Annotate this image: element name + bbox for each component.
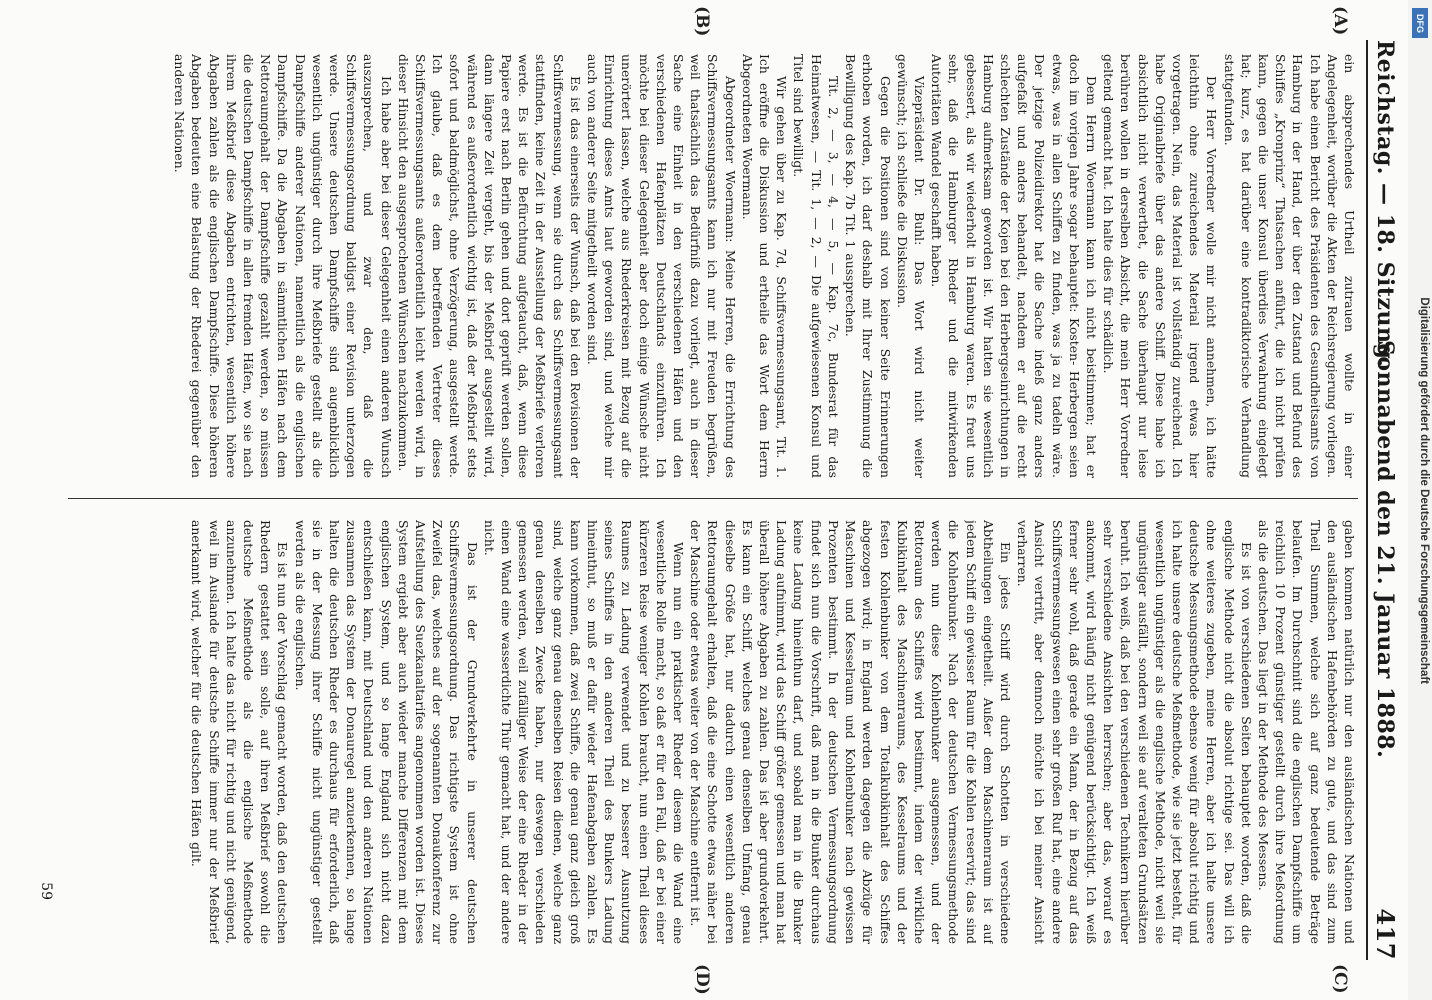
margin-mark-b: (B) — [692, 6, 712, 37]
running-head-title: Reichstag. — 18. Sitzung. — [1372, 40, 1398, 368]
left-paragraph: Es ist das einerseits der Wunsch, daß bei den Revisionen der Schiffsvermessung, wenn sie durch das Schiffsvermessungsamt stattfinden, keine Zeit in der Ausstellung der Meßbriefe verloren werde. Es ist die Befürchtung aufgetaucht, daß, wenn diese Papiere erst nach Berlin gehen und dort geprüft werden sollen, dann längere Zeit vergeht, bis der Meßbrief ausgestellt wird, während es außerordentlich wichtig ist, daß der Meßbrief stets sofort und baldmöglichst, ohne Verzögerung, ausgestellt werde. Ich glaube, daß es dem betreffenden Vertreter dieses Schiffsvermessungsamts außerordentlich leicht werden wird, in dieser Hinsicht den ausgesprochenen Wünschen nachzukommen. — [395, 54, 583, 478]
digitization-credit-strip — [1408, 0, 1432, 1000]
left-paragraph: Der Herr Vorredner wolle mir nicht annehmen, ich hätte leichthin ohne zureichendes Material irgend etwas hier vorgetragen. Nein, das Material ist vollständig zureichend. Ich habe Originalbriefe über das andere Schiff. Diese habe ich absichtlich nicht verwerthet, die Sache überhaupt nur leise berühren wollen in derselben Absicht, die mein Herr Vorredner geltend gemacht hat. Ich halte dies für schädlich. — [1101, 54, 1220, 478]
right-paragraph: Ein jedes Schiff wird durch Schotten in verschiedene Abtheilungen eingetheilt. Außer dem Maschinenraum ist auf jedem Schiff ein gewisser Raum für die Kohlen reservirt; das sind die Kohlenbunker. Nach der deutschen Vermessungsmethode werden nun diese Kohlenbunker ausgemessen, und der Rettoraum des Schiffes wird bestimmt, indem der wirkliche Kubikinhalt des Maschinenraums, des Kesselraums und der festen Kohlenbunker von dem Totalkubikinhalt des Schiffes abgezogen wird; in England werden dagegen die Abzüge für Maschinen und Kesselraum und Kohlenbunker nach gewissen Prozenten bestimmt. In der deutschen Vermessungsordnung findet sich nun die Vorschrift, daß man in die Bunker durchaus keine Ladung hineinthun darf, und sobald man in die Bunker Ladung aufnimmt, wird das Schiff größer gemessen und man hat überall höhere Abgaben zu zahlen. Das ist aber grundverkehrt. Es kann ein Schiff, welches genau denselben Umfang, genau dieselbe Größe hat, nur dadurch einen wesentlich anderen Rettoraumgehalt erhalten, daß die eine Schotte etwas näher bei der Maschine oder etwas weiter von der Maschine entfernt ist. — [688, 520, 1013, 944]
left-column — [58, 54, 1358, 478]
digitization-credit-text: Digitalisierung gefördert durch die Deutsche Forschungsgemeinschaft — [1418, 297, 1430, 684]
page-footer-number: 59 — [38, 882, 54, 900]
margin-mark-a: (A) — [1330, 6, 1350, 36]
right-paragraph: Wenn nun ein praktischer Rheder diesem die Wand eine wesentliche Rolle macht, so daß er für den Fall, daß er bei einer kürzeren Reise weniger Kohlen braucht, nun einen Theil dieses Raumes zu Ladung verwendet und zu besserer Ausnutzung seines Schiffes in den anderen Theil des Bunkers Ladung hineinthut, so muß er dafür wieder Hafenabgaben zahlen. Es kann vorkommen, daß zwei Schiffe, die genau ganz gleich groß sind, welche ganz genau denselben Reisen dienen, welche ganz genau denselben Zwecke haben, nur deswegen verschieden gemessen werden, weil zufälliger Weise der eine Rheder in der einen Wand eine wasserdichte Thür gemacht hat, und der andere nicht. — [481, 520, 687, 944]
running-head — [1368, 40, 1402, 960]
right-paragraph: Das ist der Grundverkehrte in unserer deutschen Schiffsvermessungsordnung. Das richtigste System ist ohne Zweifel das, welches auf der sogenannten Donaukonferenz zur Aufstellung des Suezkanaltarifes angenommen worden ist. Dieses System ergiebt aber auch wieder manche Differenzen mit dem englischen System, und so lange England sich nicht dazu entschließen kann, mit Deutschland und den anderen Nationen zusammen das System der Donauregel anzuerkennen, so lange halten die deutschen Rheder es durchaus für erforderlich, daß sie in der Messung ihrer Schiffe nicht ungünstiger gestellt werden als die englischen. — [292, 520, 480, 944]
left-paragraph: Ich habe aber bei dieser Gelegenheit einen anderen Wunsch auszusprechen, und zwar den, daß die Schiffsvermessungsordnung baldigst einer Revision unterzogen werde. Unsere deutschen Dampfschiffe sind augenblicklich wesentlich ungünstiger durch ihre Meßbriefe gestellt als die Dampfschiffe anderer Nationen, namentlich als die englischen Dampfschiffe. Da die Abgaben in sämmtlichen Häfen nach dem Nettoraumgehalt der Dampfschiffe gezahlt werden, so müssen die deutschen Dampfschiffe in allen fremden Häfen, wo sie nach ihrem Meßbrief diese Abgaben entrichten, wesentlich höhere Abgaben zahlen als die englischen Dampfschiffe. Diese höheren Abgaben bedeuten eine Belastung der Rhederei gegenüber den anderen Nationen. — [172, 54, 394, 478]
left-paragraph: Gegen die Positionen sind von keiner Seite Erinnerungen erhoben worden, ich darf deshalb mit Ihrer Zustimmung die Bewilligung des Kap. 7b Tit. 1 aussprechen. — [843, 54, 893, 478]
left-paragraph-speech: Abgeordneter Woermann: Meine Herren, die Errichtung des Schiffsvermessungsamts kann ich nur mit Freuden begrüßen, weil thatsächlich das Bedürfniß dazu vorliegt, auch in dieser Sache eine Einheit in den verschiedenen Häfen und den verschiedenen Hafenplätzen Deutschlands einzuführen. Ich möchte bei dieser Gelegenheit aber doch einige Wünsche nicht unerörtert lassen, welche aus Rhederkreisen mit Bezug auf die Einrichtung dieses Amts laut geworden sind, und welche mir auch von anderer Seite mitgetheilt worden sind. — [585, 54, 738, 478]
column-divider — [68, 498, 1358, 499]
right-column — [58, 520, 1358, 944]
right-paragraph: Es ist von verschiedenen Seiten behauptet worden, daß die englische Methode nicht die absolut richtige sei. Das will ich ohne weiteres zugeben, meine Herren, aber ich halte unsere deutsche Messungsmethode ebenso wenig für absolut richtig und ich halte unsere deutsche Meßmethode, wie sie jetzt besteht, für wesentlich ungünstiger als die englische Methode, nicht weil sie ungünstiger ausfällt, sondern weil sie auf veralteten Grundsätzen beruht. Ich weiß, daß bei den verschiedenen Technikern hierüber sehr verschiedene Ansichten herrschen; aber das, worauf es ankommt, wird häufig nicht genügend berücksichtigt. Ich weiß ferner sehr wohl, daß gerade ein Mann, der in Bezug auf das Schiffsvermessungswesen einen sehr großen Ruf hat, eine andere Ansicht vertritt, aber dennoch möchte ich bei meiner Ansicht verharren. — [1015, 520, 1254, 944]
dfg-logo: DFG — [1412, 8, 1428, 38]
margin-mark-d: (D) — [692, 964, 712, 995]
right-paragraph: Es ist nun der Vorschlag gemacht worden, daß den deutschen Rhedern gestattet sein solle, auf ihren Meßbrief sowohl die deutsche Meßmethode als die englische Meßmethode anzunehmen. Ich halte das nicht für richtig und nicht genügend, weil im Auslande für deutsche Schiffe immer nur der Meßbrief anerkannt wird, welcher für die deutschen Häfen gilt. — [189, 520, 291, 944]
page-content — [30, 6, 1402, 995]
page-number: 417 — [1371, 908, 1400, 960]
margin-mark-c: (C) — [1330, 964, 1350, 994]
left-paragraph: Vizepräsident Dr. Buhl: Das Wort wird nicht weiter gewünscht; ich schließe die Diskussion. — [894, 54, 927, 478]
header-rule — [1366, 40, 1368, 960]
left-paragraph: Wir gehen über zu Kap. 7d, Schiffsvermessungsamt, Tit. 1. Ich eröffne die Diskussion und ertheile das Wort dem Herrn Abgeordneten Woermann. — [739, 54, 790, 478]
running-head-date: Sonnabend den 21. Januar 1888. — [1372, 340, 1398, 759]
left-paragraph: Tit. 2, — 3, — 4, — 5, — Kap. 7c, Bundesrat für das Heimatwesen, — Tit. 1, — 2, — Die aufgewiesenen Konsul und Titel sind bewilligt. — [791, 54, 841, 478]
right-paragraph: gaben kommen natürlich nur den ausländischen Nationen und den ausländischen Hafenbehörden zu gute, und das sind zum Theil Summen, welche sich auf ganz bedeutende Beträge belaufen. Im Durchschnitt sind die englischen Dampfschiffe um reichlich 10 Prozent günstiger gestellt durch ihre Meßordnung als die deutschen. Das liegt in der Methode des Messens. — [1255, 520, 1357, 944]
left-paragraph: Dem Herrn Woermann kann ich nicht beistimmen; hat er doch im vorigen Jahre sogar behauptet: Kosten- Herbergen seien etwas, was in allen Schiffen zu finden, was ja zu tadeln wäre. Der jetzige Polizeidirektor hat die Sache indeß ganz anders aufgefaßt und anders behandelt, nachdem er auf die recht schlechten Zustände der Kojen bei den Herbergseinrichtungen in Hamburg aufmerksam geworden ist. Wir hatten sie wesentlich gebessert, als wir wiederholt in Hamburg waren. Es freut uns sehr, daß die Hamburger Rheder und die mitwirkenden Autoritäten Wandel geschafft haben. — [929, 54, 1099, 478]
left-paragraph: ein absprechendes Urtheil zutrauen wollte in einer Angelegenheit, worüber die Akten der Reichsregierung vorliegen. Ich habe einen Bericht des Präsidenten des Gesundheitsamts von Hamburg in der Hand, der über den Zustand und Befund des Schiffes „Kronprinz“ Thatsachen anführt, die ich nicht prüfen kann, gegen die unser Konsul überdies Verwahrung eingelegt hat; kurz, es hat darüber eine kontradiktorische Verhandlung stattgefunden. — [1221, 54, 1357, 478]
